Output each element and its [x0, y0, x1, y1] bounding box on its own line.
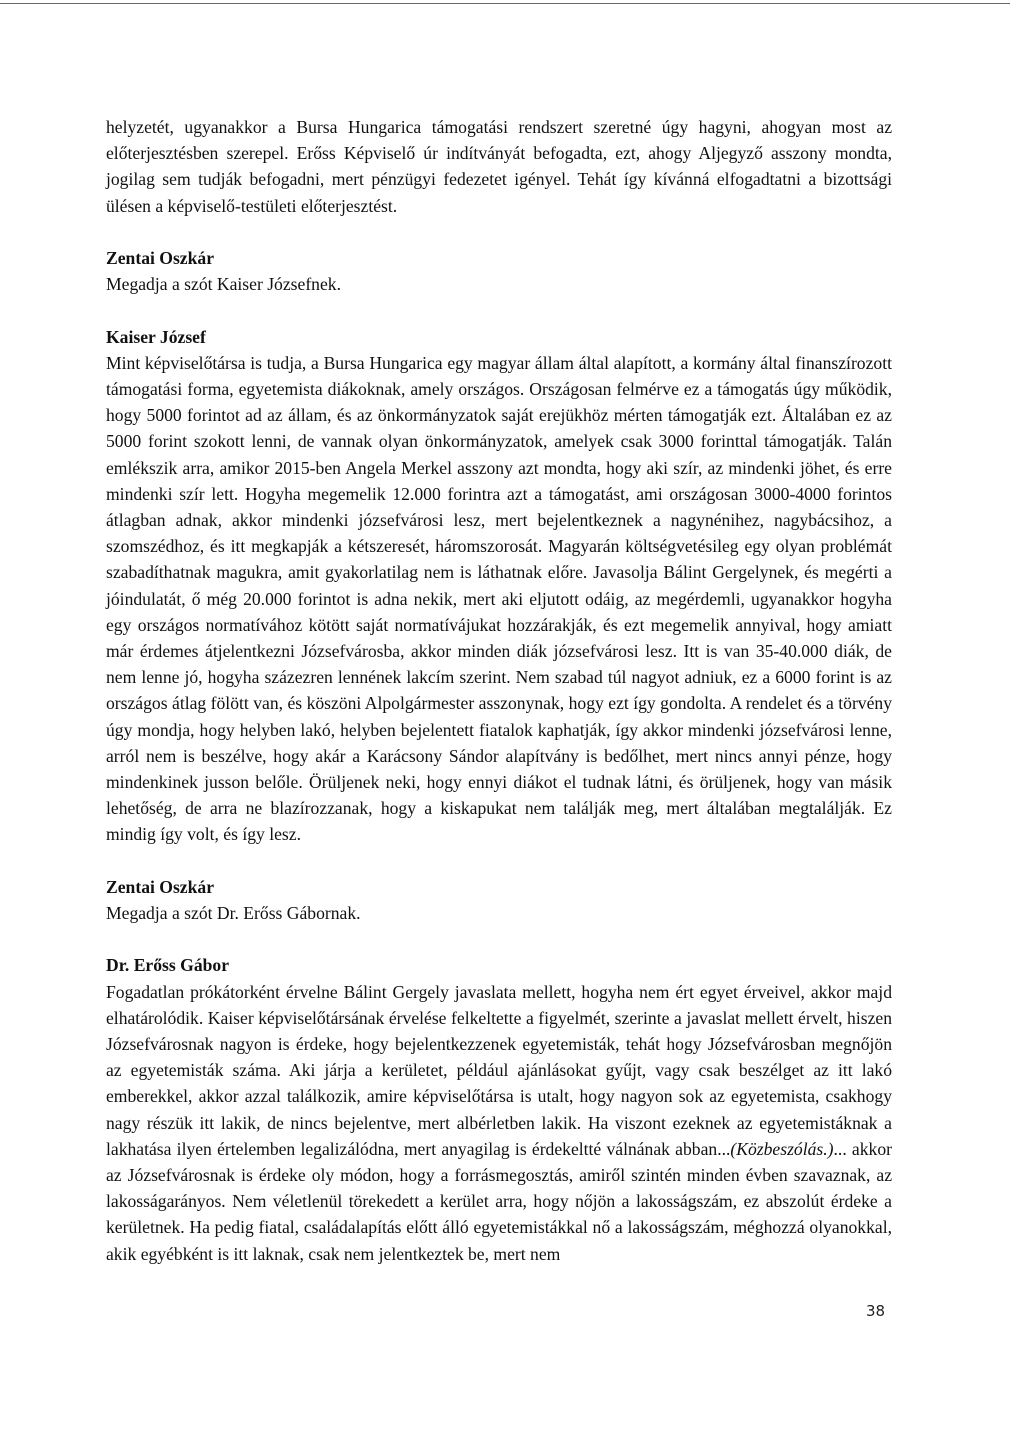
speech-zentai-2: [106, 874, 892, 926]
speaker-name: Dr. Erőss Gábor: [106, 955, 230, 976]
speaker-name: Zentai Oszkár: [106, 876, 215, 897]
interjection: (Közbeszólás.): [730, 1138, 834, 1159]
speech-zentai-1: [106, 245, 892, 297]
speech-text: Megadja a szót Kaiser Józsefnek.: [106, 274, 341, 295]
speech-text: [106, 979, 892, 1267]
intro-paragraph-block: [106, 114, 892, 219]
speaker-name: Zentai Oszkár: [106, 248, 215, 268]
speaker-name: Kaiser József: [106, 326, 206, 347]
top-border-line: [0, 3, 1010, 4]
intro-paragraph: helyzetét, ugyanakkor a Bursa Hungarica támogatási rendszert szeretné úgy hagyni, ahogyan most az előterjesztésben szerepel. Erőss Képviselő úr indítványát befogadta, ezt, ahogy Aljegyző asszony mondta, jogilag sem tudják befogadni, mert pénzügyi fedezetet igényel. Tehát így kívánná elfogadtatni a bizottsági ülésen a képviselő-testületi előterjesztést.: [106, 117, 892, 216]
speech-text: Mint képviselőtársa is tudja, a Bursa Hungarica egy magyar állam által alapított, a kormány által finanszírozott támogatási forma, egyetemista diákoknak, amely országos. Országosan felmérve ez a támogatás úgy működik, hogy 5000 forintot ad az állam, és az önkormányzatok saját erejükhöz mérten támogatják ezt. Általában ez az 5000 forint szokott lenni, de vannak olyan önkormányzatok, amelyek csak 3000 forinttal támogatják. Talán emlékszik arra, amikor 2015-ben Angela Merkel asszony azt mondta, hogy aki szír, az mindenki jöhet, és erre mindenki szír lett. Hogyha megemelik 12.000 forintra azt a támogatást, ami országosan 3000-4000 forintos átlagban adnak, akkor mindenki józsefvárosi lesz, mert bejelentkeznek a nagynénihez, nagybácsihoz, a szomszédhoz, és itt megkapják a kétszeresét, háromszorosát. Magyarán költségvetésileg egy olyan problémát szabadíthatnak magukra, amit gyakorlatilag nem is láthatnak előre. Javasolja Bálint Gergelynek, és megérti a jóindulatát, ő még 20.000 forintot is adna nekik, mert aki eljutott odáig, az megérdemli, ugyanakkor hogyha egy országos normatívához kötött saját normatívájukat hozzárakják, és ezt megemelik annyival, hogy amiatt már érdemes átjelentkezni Józsefvárosba, akkor minden diák józsefvárosi lesz. Itt is van 35-40.000 diák, de nem lenne jó, hogyha százezren lennének lakcím szerint. Nem szabad túl nagyot adniuk, ez a 6000 forint is az országos átlag fölött van, és köszöni Alpolgármester asszonynak, hogy ezt így gondolta. A rendelet és a törvény úgy mondja, hogy helyben lakó, helyben bejelentett fiatalok kaphatják, így akkor mindenki józsefvárosi lenne, arról nem is beszélve, hogy akár a Karácsony Sándor alapítvány is bedőlhet, mert nincs annyi pénze, hogy mindenkinek jusson belőle. Örüljenek neki, hogy ennyi diákot el tudnak látni, és örüljenek, hogy van másik lehetőség, de arra ne blazírozzanak, hogy a kiskapukat nem találják meg, mert általában megtalálják. Ez mindig így volt, és így lesz.: [106, 352, 892, 845]
document-body: [106, 114, 892, 1293]
speech-text: Megadja a szót Dr. Erőss Gábornak.: [106, 903, 361, 924]
speech-text-after: ... akkor az Józsefvárosnak is érdeke oly módon, hogy a forrásmegosztás, amiről szintén minden évben szavaznak, az lakosságarányos. Nem véletlenül törekedett a kerület arra, hogy nőjön a lakosságszám, ez abszolút érdeke a kerületnek. Ha pedig fiatal, családalapítás előtt álló egyetemistákkal nő a lakosságszám, méghozzá olyanokkal, akik egyébként is itt laknak, csak nem jelentkeztek be, mert nem: [106, 1138, 892, 1264]
speech-kaiser: [106, 324, 892, 848]
page-number: 38: [866, 1302, 886, 1320]
speech-eross: [106, 952, 892, 1266]
speech-text-before: Fogadatlan prókátorként érvelne Bálint Gergely javaslata mellett, hogyha nem ért egyet érveivel, akkor majd elhatárolódik. Kaiser képviselőtársának érvelése felkeltette a figyelmét, szerinte a javaslat mellett érvelt, hiszen Józsefvárosnak nagyon is érdeke, hogy bejelentkezzenek egyetemisták, tehát hogy Józsefvárosban megnőjön az egyetemisták száma. Aki járja a kerületet, például ajánlásokat gyűjt, vagy csak beszélget az itt lakó emberekkel, akkor azzal találkozik, amire képviselőtársa is utalt, hogy nagyon sok az egyetemista, csakhogy nagy részük itt lakik, de nincs bejelentve, mert albérletben lakik. Ha viszont ezeknek az egyetemistáknak a lakhatása ilyen értelemben legalizálódna, mert anyagilag is érdekeltté válnának abban...: [106, 981, 892, 1159]
